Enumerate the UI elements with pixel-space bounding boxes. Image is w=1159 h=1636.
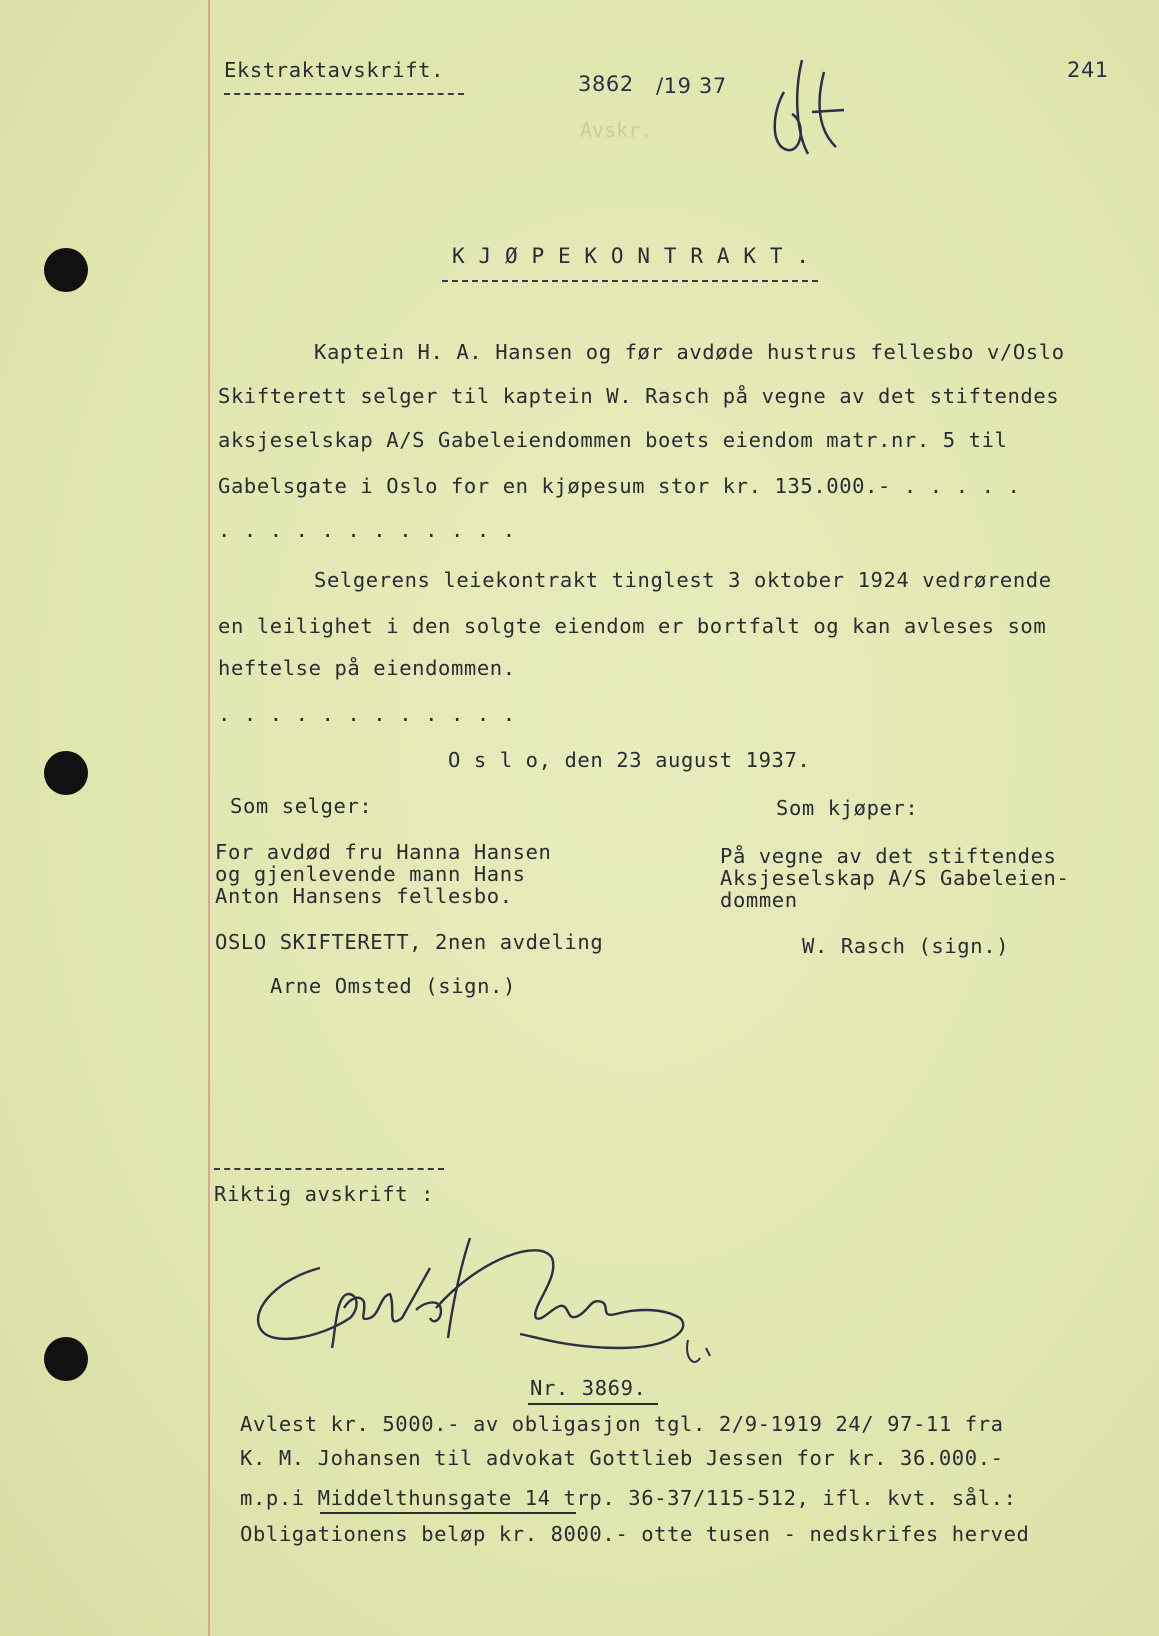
para1-line-2: Skifterett selger til kaptein W. Rasch på vegne av det stiftendes bbox=[218, 384, 1060, 408]
seller-line-1: For avdød fru Hanna Hansen bbox=[215, 840, 552, 864]
buyer-line-1: På vegne av det stiftendes bbox=[720, 844, 1057, 868]
handwritten-signature bbox=[240, 1198, 740, 1378]
faint-stamp: Avskr. bbox=[580, 118, 653, 142]
entry-line-4: Obligationens beløp kr. 8000.- otte tusen - nedskrifes herved bbox=[240, 1522, 1030, 1546]
punch-hole-top bbox=[44, 248, 88, 292]
para2-line-3: heftelse på eiendommen. bbox=[218, 656, 516, 680]
margin-rule bbox=[208, 0, 210, 1636]
title-underline bbox=[442, 280, 818, 282]
registration-year: /19 37 bbox=[656, 74, 727, 98]
entry-line-1: Avlest kr. 5000.- av obligasjon tgl. 2/9-1919 24/ 97-11 fra bbox=[240, 1412, 1004, 1436]
initials-mark bbox=[762, 52, 872, 162]
certification-rule bbox=[214, 1168, 444, 1170]
street-underline bbox=[320, 1512, 576, 1514]
header-title: Ekstraktavskrift. bbox=[224, 58, 445, 82]
buyer-heading: Som kjøper: bbox=[776, 796, 919, 820]
page-number: 241 bbox=[1067, 58, 1109, 82]
certification-label: Riktig avskrift : bbox=[214, 1182, 435, 1206]
buyer-signature: W. Rasch (sign.) bbox=[802, 934, 1010, 958]
entry-number-underline bbox=[528, 1403, 658, 1405]
para1-line-4: Gabelsgate i Oslo for en kjøpesum stor kr. 135.000.- . . . . . bbox=[218, 474, 1021, 498]
entry-line-3: m.p.i Middelthunsgate 14 trp. 36-37/115-512, ifl. kvt. sål.: bbox=[240, 1486, 1017, 1510]
place-date: O s l o, den 23 august 1937. bbox=[448, 748, 811, 772]
punch-hole-middle bbox=[44, 751, 88, 795]
entry-line-2: K. M. Johansen til advokat Gottlieb Jessen for kr. 36.000.- bbox=[240, 1446, 1004, 1470]
contract-title: K J Ø P E K O N T R A K T . bbox=[452, 244, 810, 268]
para2-dots: . . . . . . . . . . . . bbox=[218, 702, 516, 726]
seller-signature: Arne Omsted (sign.) bbox=[270, 974, 516, 998]
entry-number: Nr. 3869. bbox=[530, 1376, 647, 1400]
para2-line-1: Selgerens leiekontrakt tinglest 3 oktober 1924 vedrørende bbox=[314, 568, 1052, 592]
para1-line-3: aksjeselskap A/S Gabeleiendommen boets eiendom matr.nr. 5 til bbox=[218, 428, 1008, 452]
seller-heading: Som selger: bbox=[230, 794, 373, 818]
seller-line-3: Anton Hansens fellesbo. bbox=[215, 884, 513, 908]
para2-line-2: en leilighet i den solgte eiendom er bortfalt og kan avleses som bbox=[218, 614, 1047, 638]
seller-line-2: og gjenlevende mann Hans bbox=[215, 862, 526, 886]
buyer-line-3: dommen bbox=[720, 888, 798, 912]
registration-number: 3862 bbox=[578, 72, 634, 96]
punch-hole-bottom bbox=[44, 1337, 88, 1381]
buyer-line-2: Aksjeselskap A/S Gabeleien- bbox=[720, 866, 1070, 890]
header-underline bbox=[224, 93, 464, 95]
seller-court: OSLO SKIFTERETT, 2nen avdeling bbox=[215, 930, 604, 954]
para1-line-1: Kaptein H. A. Hansen og før avdøde hustrus fellesbo v/Oslo bbox=[314, 340, 1065, 364]
para1-dots: . . . . . . . . . . . . bbox=[218, 518, 516, 542]
